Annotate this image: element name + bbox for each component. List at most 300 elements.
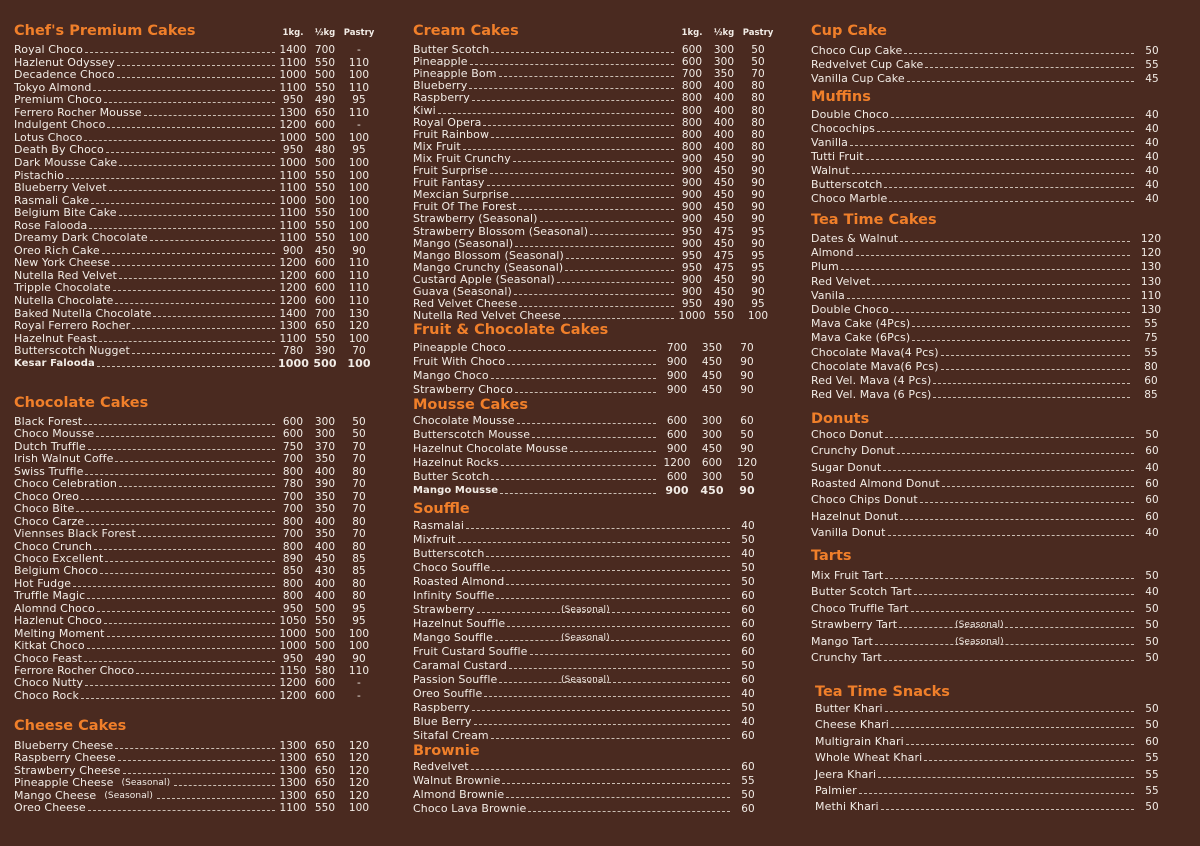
item-price: 40 (1145, 179, 1159, 191)
menu-item (811, 276, 1169, 288)
item-price: 450 (713, 273, 735, 286)
item-price: 780 (282, 345, 304, 358)
item-price: 600 (282, 428, 304, 441)
menu-item (811, 233, 1169, 245)
column-header: Pastry (343, 28, 375, 38)
item-name: Hot Fudge (14, 576, 72, 590)
item-name: Fruit Of The Forest (413, 200, 517, 214)
item-price: 450 (713, 237, 735, 250)
item-price: 600 (314, 295, 336, 307)
item-name: Irish Walnut Coffe (14, 452, 114, 466)
item-name: Red Velvet Cheese (413, 297, 518, 311)
item-price: 800 (681, 140, 703, 153)
dotted-leader (73, 586, 275, 587)
item-price: 1000 (279, 627, 307, 640)
item-price: 950 (681, 298, 703, 311)
item-price: 1200 (663, 457, 691, 469)
menu-item (815, 736, 1167, 748)
item-price: 1000 (678, 310, 706, 323)
item-name: Raspberry Cheese (14, 751, 116, 765)
menu-item (811, 45, 1167, 57)
menu-item (14, 207, 376, 219)
section-title-souffle: Souffle (413, 501, 470, 517)
item-price: 900 (681, 201, 703, 214)
menu-item (14, 578, 376, 590)
item-name: Strawberry Choco (413, 383, 513, 396)
item-price: 550 (314, 219, 336, 232)
item-price: 120 (348, 764, 370, 777)
item-price: 1200 (279, 269, 307, 282)
item-price: 120 (1140, 247, 1162, 260)
item-price: 90 (751, 177, 765, 190)
menu-item (14, 453, 376, 465)
menu-item (811, 151, 1167, 163)
item-price: 95 (352, 94, 366, 107)
item-price: 110 (348, 295, 370, 307)
item-name: Methi Khari (815, 800, 879, 814)
menu-item (413, 548, 763, 560)
item-price: 1400 (279, 44, 307, 56)
dotted-leader (470, 64, 674, 65)
menu-item (413, 68, 775, 80)
item-price: 95 (751, 261, 765, 274)
menu-item (14, 295, 376, 307)
item-price: 800 (282, 465, 304, 478)
menu-item (413, 92, 775, 104)
dotted-leader (87, 598, 275, 599)
item-name: Choco Feast (14, 651, 83, 665)
item-name: Plum (811, 260, 839, 274)
dotted-leader (530, 654, 731, 655)
item-price: 400 (713, 116, 735, 129)
menu-item (413, 356, 765, 368)
menu-item (413, 688, 763, 700)
item-price: 600 (282, 416, 304, 428)
menu-item (14, 82, 376, 94)
dotted-leader (883, 470, 1134, 471)
item-price: 100 (348, 640, 370, 653)
dotted-leader (891, 727, 1134, 728)
dotted-leader (942, 486, 1134, 487)
item-price: 500 (314, 131, 336, 144)
item-price: 475 (713, 225, 735, 238)
item-price: 900 (681, 273, 703, 286)
dotted-leader (85, 685, 275, 686)
dotted-leader (884, 187, 1134, 188)
dotted-leader (85, 474, 275, 475)
item-price: 50 (740, 471, 754, 483)
item-name: Butter Khari (815, 702, 883, 715)
item-price: 40 (1145, 461, 1159, 474)
menu-item (811, 361, 1169, 373)
dotted-leader (914, 594, 1134, 595)
section-title-chefs-premium-cakes: Chef's Premium Cakes (14, 23, 196, 39)
dotted-leader (925, 67, 1134, 68)
item-price: 50 (1145, 801, 1159, 814)
menu-item (14, 653, 376, 665)
item-name: Mexcian Surprise (413, 188, 509, 202)
item-price: 1300 (279, 777, 307, 790)
item-price: 110 (348, 81, 370, 94)
item-price: 80 (751, 128, 765, 141)
item-price: 500 (314, 194, 336, 207)
menu-item (413, 646, 763, 658)
menu-item (14, 358, 376, 370)
menu-item (14, 541, 376, 553)
item-price: 50 (741, 576, 755, 588)
dotted-leader (88, 810, 275, 811)
dotted-leader (94, 549, 275, 550)
menu-item (413, 471, 765, 483)
menu-item (14, 220, 376, 232)
item-price: 300 (713, 44, 735, 56)
item-name: Strawberry Tart (811, 618, 898, 632)
dotted-leader (885, 711, 1134, 712)
item-name: Royal Opera (413, 115, 482, 129)
item-price: 580 (314, 665, 336, 677)
item-name: Butterscotch Nugget (14, 344, 130, 358)
dotted-leader (107, 127, 275, 128)
menu-item (811, 603, 1167, 615)
column-header: 1kg. (681, 28, 703, 38)
item-price: 900 (666, 356, 688, 368)
dotted-leader (872, 284, 1130, 285)
menu-item (14, 615, 376, 627)
item-price: 100 (348, 194, 370, 207)
menu-item (413, 775, 763, 787)
menu-item (14, 590, 376, 602)
menu-item (811, 109, 1167, 121)
menu-item (14, 345, 376, 357)
menu-item (14, 144, 376, 156)
menu-item (14, 677, 376, 689)
item-name: Viennses Black Forest (14, 527, 136, 541)
menu-item (413, 342, 765, 354)
menu-item (14, 308, 376, 320)
item-name: Nutella Red Velvet Cheese (413, 309, 561, 323)
item-name: Indulgent Choco (14, 118, 106, 132)
item-price: 100 (348, 219, 370, 232)
item-price: 480 (314, 144, 336, 157)
item-price: 110 (348, 665, 370, 677)
dotted-leader (76, 511, 275, 512)
dotted-leader (115, 748, 275, 749)
dotted-leader (123, 773, 275, 774)
dotted-leader (514, 294, 674, 295)
section-title-mousse-cakes: Mousse Cakes (413, 397, 529, 413)
item-price: 390 (314, 478, 336, 491)
item-price: 1100 (279, 207, 307, 220)
item-name: Strawberry Blossom (Seasonal) (413, 224, 589, 238)
dotted-leader (856, 255, 1130, 256)
item-price: 1300 (279, 764, 307, 777)
section-title-cheese-cakes: Cheese Cakes (14, 718, 127, 734)
item-name: Vanilla Donut (811, 525, 886, 539)
item-price: 90 (751, 165, 765, 177)
item-name: Red Vel. Mava (4 Pcs) (811, 374, 932, 387)
item-price: 80 (352, 540, 366, 553)
item-name: Strawberry (Seasonal) (413, 212, 538, 226)
item-name: Fruit Rainbow (413, 127, 490, 141)
item-name: Custard Apple (Seasonal) (413, 272, 555, 286)
item-name: Passion Souffle (413, 673, 498, 686)
dotted-leader (590, 234, 674, 235)
section-title-tea-time-cakes: Tea Time Cakes (811, 212, 937, 228)
item-name: Royal Ferrero Rocher (14, 319, 131, 333)
item-price: 800 (282, 577, 304, 590)
dotted-leader (519, 306, 674, 307)
item-price: 50 (741, 660, 755, 672)
dotted-leader (528, 811, 730, 812)
item-price: 60 (741, 618, 755, 630)
item-price: 50 (1145, 45, 1159, 57)
item-name: Vanilla (811, 136, 848, 149)
dotted-leader (115, 461, 275, 462)
section-title-fruit-chocolate-cakes: Fruit & Chocolate Cakes (413, 322, 609, 338)
dotted-leader (912, 326, 1130, 327)
item-name: Choco Celebration (14, 477, 117, 491)
item-price: 1200 (279, 257, 307, 270)
item-price: 120 (348, 777, 370, 790)
item-price: 70 (352, 503, 366, 516)
column-header: Pastry (742, 28, 774, 38)
item-name: Choco Donut (811, 428, 884, 441)
item-name: Hazelnut Chocolate Mousse (413, 442, 568, 455)
menu-item (14, 245, 376, 257)
item-price: 60 (740, 415, 754, 427)
item-name: Double Choco (811, 108, 889, 121)
menu-item (811, 478, 1167, 490)
item-price: 1200 (279, 689, 307, 702)
item-price: 100 (348, 131, 370, 144)
item-name: Mango Mousse (413, 485, 499, 496)
item-name: Choco Souffle (413, 561, 491, 574)
item-price: 110 (348, 56, 370, 69)
dotted-leader (506, 584, 730, 585)
section-title-donuts: Donuts (811, 411, 870, 427)
item-price: 55 (1144, 346, 1158, 359)
item-price: 400 (713, 92, 735, 105)
item-price: 800 (681, 116, 703, 129)
dotted-leader (144, 115, 275, 116)
menu-item (14, 94, 376, 106)
item-price: 95 (751, 225, 765, 238)
item-name: Melting Moment (14, 626, 105, 640)
item-price: 1000 (278, 356, 310, 370)
item-name: Choco Excellent (14, 551, 104, 565)
item-name: Butterscotch (413, 547, 485, 560)
item-price: 70 (352, 345, 366, 358)
menu-item (811, 290, 1169, 302)
menu-item (14, 752, 376, 764)
item-price: 600 (666, 471, 688, 483)
item-price: 1300 (279, 106, 307, 119)
item-name: Infinity Souffle (413, 589, 495, 602)
menu-item (14, 132, 376, 144)
item-name: Pineapple Cheese (14, 776, 114, 790)
dotted-leader (106, 152, 275, 153)
item-price: 450 (701, 356, 723, 368)
item-price: 650 (314, 752, 336, 765)
item-name: Mix Fruit Tart (811, 569, 884, 582)
item-price: 50 (740, 429, 754, 441)
item-name: Nutella Red Velvet (14, 268, 117, 282)
menu-item (413, 730, 763, 742)
item-price: 100 (348, 232, 370, 245)
item-price: 60 (741, 604, 755, 616)
item-price: 55 (1145, 59, 1159, 71)
dotted-leader (565, 270, 674, 271)
dotted-leader (906, 744, 1134, 745)
dotted-leader (495, 640, 730, 641)
dotted-leader (85, 52, 275, 53)
item-price: 350 (314, 503, 336, 516)
item-price: 1200 (279, 677, 307, 690)
item-price: 120 (348, 789, 370, 802)
dotted-leader (97, 611, 275, 612)
item-name: Oreo Souffle (413, 687, 483, 700)
menu-item (413, 238, 775, 250)
item-price: 60 (741, 674, 755, 686)
item-price: 50 (741, 702, 755, 714)
item-price: 90 (751, 237, 765, 250)
item-name: Fruit With Choco (413, 355, 506, 368)
seasonal-note: (Seasonal) (955, 636, 1004, 647)
item-price: 600 (314, 282, 336, 295)
dotted-leader (463, 149, 674, 150)
item-name: Tokyo Almond (14, 80, 92, 94)
dotted-leader (96, 436, 275, 437)
item-price: 450 (701, 370, 723, 382)
item-price: 300 (701, 429, 723, 441)
item-price: 100 (347, 356, 371, 370)
menu-item (14, 516, 376, 528)
item-price: 800 (282, 590, 304, 603)
item-name: Hazelnut Donut (811, 509, 899, 523)
item-price: 600 (314, 677, 336, 690)
item-name: Fruit Fantasy (413, 176, 485, 190)
item-price: 490 (314, 652, 336, 665)
dotted-leader (491, 479, 656, 480)
dotted-leader (881, 809, 1134, 810)
item-price: 60 (1145, 494, 1159, 507)
dotted-leader (507, 626, 730, 627)
item-price: 450 (713, 286, 735, 298)
dotted-leader (104, 102, 275, 103)
item-price: 100 (348, 332, 370, 345)
dotted-leader (511, 197, 674, 198)
item-price: 500 (314, 627, 336, 640)
item-name: Fruit Surprise (413, 164, 488, 177)
item-name: Kitkat Choco (14, 639, 85, 653)
item-price: - (357, 119, 361, 132)
item-name: Rose Falooda (14, 218, 88, 232)
section-title-tea-time-snacks: Tea Time Snacks (815, 684, 950, 700)
menu-item (811, 511, 1167, 523)
item-price: 80 (352, 590, 366, 603)
item-price: 130 (1140, 275, 1162, 288)
item-name: Alomnd Choco (14, 601, 95, 615)
menu-item (14, 665, 376, 677)
item-price: 55 (741, 775, 755, 787)
item-price: 50 (751, 44, 765, 56)
item-price: 100 (348, 207, 370, 220)
item-price: 40 (741, 716, 755, 728)
item-name: Hazlenut Choco (14, 614, 102, 628)
item-price: 1300 (279, 740, 307, 752)
item-price: 900 (282, 244, 304, 257)
item-price: 80 (352, 465, 366, 478)
item-price: 1400 (279, 307, 307, 320)
item-price: 100 (348, 169, 370, 182)
item-price: 120 (348, 752, 370, 765)
menu-item (413, 384, 765, 396)
item-name: Vanilla Cup Cake (811, 72, 905, 85)
item-name: Mango (Seasonal) (413, 236, 514, 250)
item-price: 70 (352, 490, 366, 503)
dotted-leader (904, 53, 1134, 54)
menu-item (14, 777, 376, 789)
dotted-leader (472, 710, 730, 711)
item-name: Blueberry (413, 79, 468, 93)
item-price: 300 (713, 56, 735, 69)
menu-item (413, 761, 763, 773)
item-price: 550 (314, 802, 336, 814)
seasonal-note: (Seasonal) (561, 605, 610, 615)
menu-item (811, 179, 1167, 191)
item-price: 490 (314, 94, 336, 107)
menu-item (14, 232, 376, 244)
item-price: 950 (282, 94, 304, 107)
item-price: 1100 (279, 56, 307, 69)
item-price: 450 (713, 152, 735, 165)
menu-item (811, 570, 1167, 582)
item-name: Butter Scotch (413, 43, 490, 56)
item-price: 400 (314, 465, 336, 478)
menu-item (14, 690, 376, 702)
item-name: Blueberry Velvet (14, 181, 107, 195)
item-name: Hazelnut Souffle (413, 617, 506, 630)
item-price: 60 (1145, 477, 1159, 490)
item-name: Premium Choco (14, 93, 102, 107)
dotted-leader (891, 312, 1130, 313)
dotted-leader (500, 493, 656, 494)
item-price: 500 (314, 69, 336, 82)
item-name: Hazlenut Odyssey (14, 55, 115, 69)
item-price: 100 (348, 182, 370, 195)
item-price: 45 (1145, 73, 1159, 85)
item-price: 60 (741, 632, 755, 644)
item-price: 300 (701, 415, 723, 427)
item-price: 110 (348, 282, 370, 295)
item-price: 130 (1140, 304, 1162, 316)
dotted-leader (941, 369, 1130, 370)
dotted-leader (875, 644, 1134, 645)
dotted-leader (105, 561, 275, 562)
item-price: 1100 (279, 169, 307, 182)
item-price: 110 (1140, 289, 1162, 302)
menu-item (811, 527, 1167, 539)
item-name: Chocolate Mava(4 Pcs) (811, 345, 939, 359)
item-price: 700 (282, 528, 304, 541)
dotted-leader (850, 145, 1134, 146)
dotted-leader (515, 246, 674, 247)
dotted-leader (483, 125, 674, 126)
column-header: ½kg (314, 28, 336, 38)
item-name: Crunchy Donut (811, 444, 895, 458)
dotted-leader (119, 215, 275, 216)
menu-item (811, 636, 1167, 648)
